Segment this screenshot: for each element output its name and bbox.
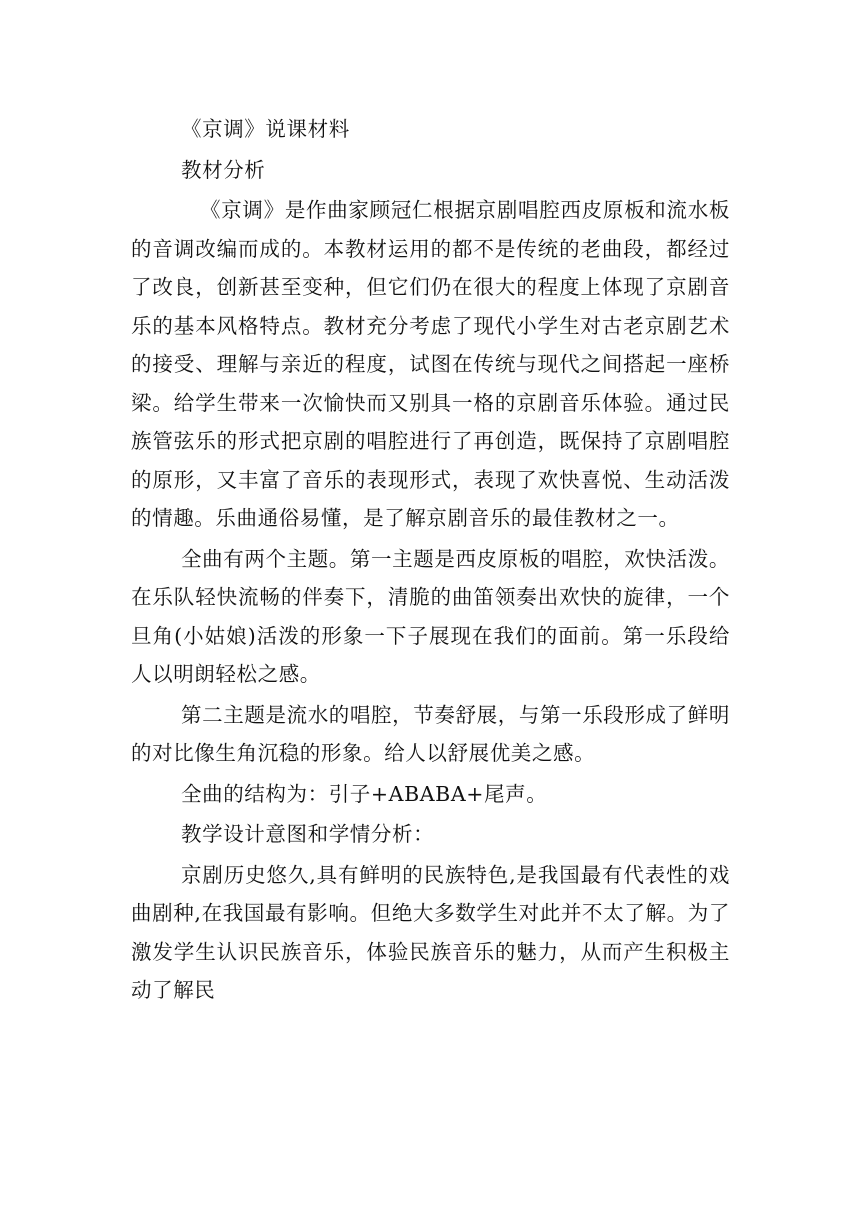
document-body bbox=[131, 110, 730, 1010]
paragraph-student-analysis: 京剧历史悠久,具有鲜明的民族特色,是我国最有代表性的戏曲剧种,在我国最有影响。但绝大多数学生对此并不太了解。为了激发学生认识民族音乐，体验民族音乐的魅力，从而产生积极主动了解民 bbox=[131, 862, 730, 1002]
paragraph-design-intent-heading: 教学设计意图和学情分析： bbox=[181, 822, 435, 846]
paragraph-structure: 全曲的结构为：引子+ABABA+尾声。 bbox=[181, 781, 548, 806]
document-title: 《京调》说课材料 bbox=[181, 117, 350, 141]
section-heading: 教材分析 bbox=[181, 157, 266, 182]
paragraph-themes: 全曲有两个主题。第一主题是西皮原板的唱腔，欢快活泼。在乐队轻快流畅的伴奏下，清脆的曲笛领奏出欢快的旋律，一个旦角(小姑娘)活泼的形象一下子展现在我们的面前。第一乐段给人以明朗轻松之感。 bbox=[131, 546, 730, 686]
paragraph-textbook-analysis: 《京调》是作曲家顾冠仁根据京剧唱腔西皮原板和流水板的音调改编而成的。本教材运用的都不是传统的老曲段，都经过了改良，创新甚至变种，但它们仍在很大的程度上体现了京剧音乐的基本风格特点。教材充分考虑了现代小学生对古老京剧艺术的接受、理解与亲近的程度，试图在传统与现代之间搭起一座桥梁。给学生带来一次愉快而又别具一格的京剧音乐体验。通过民族管弦乐的形式把京剧的唱腔进行了再创造，既保持了京剧唱腔的原形，又丰富了音乐的表现形式，表现了欢快喜悦、生动活泼的情趣。乐曲通俗易懂，是了解京剧音乐的最佳教材之一。 bbox=[131, 198, 730, 530]
paragraph-second-theme: 第二主题是流水的唱腔，节奏舒展，与第一乐段形成了鲜明的对比像生角沉稳的形象。给人以舒展优美之感。 bbox=[131, 702, 730, 765]
